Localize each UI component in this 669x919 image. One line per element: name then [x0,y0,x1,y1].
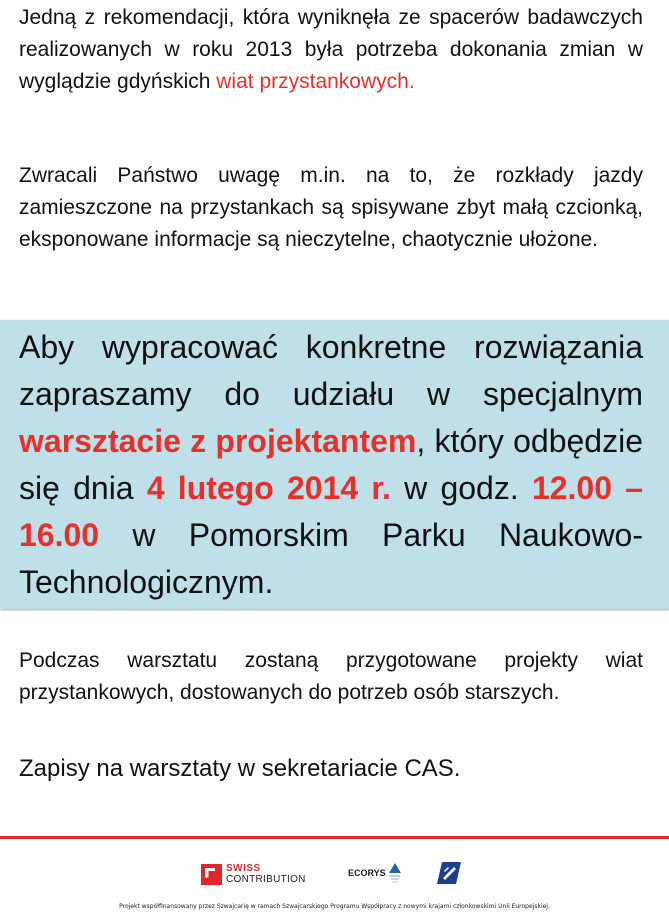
invitation-text-1: Aby wypracować konkretne rozwiązania zapraszamy do udziału w specjalnym [19,329,643,412]
intro-paragraph [19,2,643,98]
footer-divider [0,836,669,839]
invitation-text-4: w Pomorskim Parku Naukowo-Technologicznym. [19,517,643,600]
workshop-label: warsztacie z projektantem [19,423,417,459]
intro-highlight-text: wiat przystankowych. [216,70,415,93]
gdynia-emblem-icon [436,860,462,886]
swiss-contribution-logo [201,860,306,888]
ecorys-logo [348,862,402,884]
ecorys-label: ECORYS [348,868,386,878]
gdynia-logo [436,860,462,891]
swiss-logo-line1: SWISS [226,863,261,874]
invitation-text-3: w godz. [390,470,532,506]
swiss-cross-icon [201,864,222,885]
invitation-paragraph [19,324,643,606]
workshop-date: 4 lutego 2014 r. [146,470,391,506]
swiss-logo-line2: CONTRIBUTION [226,874,306,885]
signup-paragraph: Zapisy na warsztaty w sekretariacie CAS. [19,755,461,782]
details-paragraph: Podczas warsztatu zostaną przygotowane projekty wiat przystankowych, dostowanych do potrzeb osób starszych. [19,649,643,704]
ecorys-triangle-icon [388,862,402,884]
invitation-text-2: , który odbędzie się dnia [19,423,643,506]
intro-text: Jedną z rekomendacji, która wyniknęła ze spacerów badawczych realizowanych w roku 2013 była potrzeba dokonania zmian w wyglądzie gdyńskich [19,6,643,93]
workshop-time: 12.00 – 16.00 [19,470,644,553]
concerns-paragraph: Zwracali Państwo uwagę m.in. na to, że rozkłady jazdy zamieszczone na przystankach są spisywane zbyt małą czcionką, eksponowane informacje są nieczytelne, chaotycznie ułożone. [19,164,643,251]
funding-note: Projekt współfinansowany przez Szwajcarię w ramach Szwajcarskiego Programu Współpracy z nowymi krajami członkowskimi Unii Europejskiej. [119,903,550,910]
invitation-box [0,320,669,609]
